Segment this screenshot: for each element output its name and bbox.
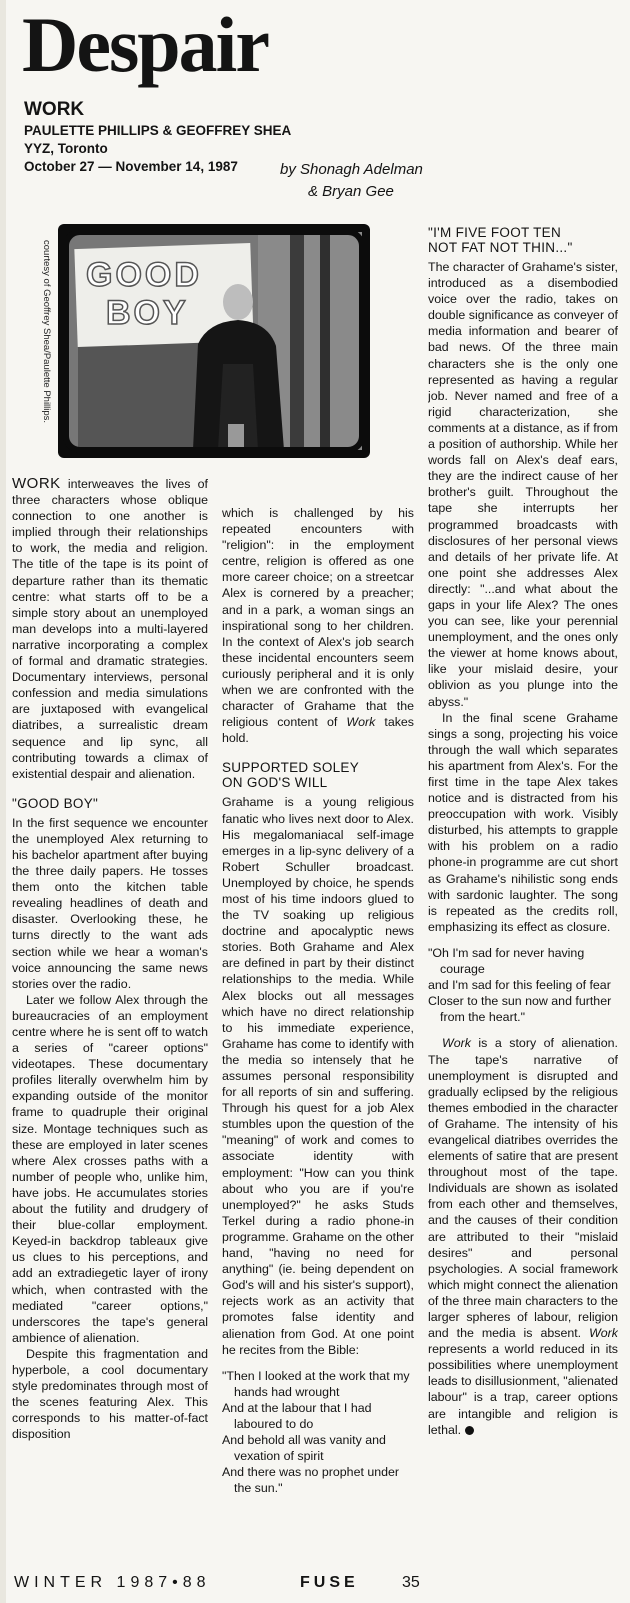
italic-title: Work bbox=[346, 715, 376, 730]
lead-word: WORK bbox=[12, 476, 61, 492]
byline-line-2: & Bryan Gee bbox=[308, 183, 394, 200]
exhibition-dates: October 27 — November 14, 1987 bbox=[24, 159, 238, 174]
quote-line: And behold all was vanity and vexation of spirit bbox=[222, 1433, 386, 1464]
paragraph bbox=[222, 505, 414, 746]
paragraph-text: represents a world reduced in its possibilities where unemployment leads to disillusionment, "alienated labour" is a trap, career options are intangible and religion is lethal. bbox=[428, 1342, 618, 1437]
sign-text-2: BOY bbox=[106, 294, 189, 332]
subheading-line: SUPPORTED SOLEY bbox=[222, 760, 360, 776]
paragraph-text: is a story of alienation. The tape's narrative of unemployment is disrupted and gradually eclipsed by the religious themes embodied in the character of Grahame. The intensity of his evangelical diatribes overrides the elements of satire that are present throughout most of the tape. Individuals are shown as isolated from each other and themselves, and the causes of their condition are attributed to their "mislaid desires" and personal psychologies. A social framework which might connect the alienation of the three main characters to the larger spheres of labour, religion and the media is absent. bbox=[428, 1036, 618, 1341]
video-still-photo bbox=[58, 224, 370, 458]
paragraph: The character of Grahame's sister, introduced as a disembodied voice over the radio, takes on double significance as conveyer of media information and bearer of bad news. Of the three main characters she is the only one represented as having a regular job. Never named and free of a rigid characterization, she comments at a distance, as if from a position of authorship. While her words fall on Alex's deaf ears, they are the indirect cause of her brother's guilt. Throughout the tape she interrupts her programmed broadcasts with disclosures of her personal views and details of her private life. At one point she addresses Alex directly: "...and what about the gaps in your life Alex? The ones you can see, like your perennial unemployment, and the ones only the viewer at home knows about, like your mislaid desire, your oblivion as you plunge into the abyss." bbox=[428, 260, 618, 709]
italic-title: Work bbox=[442, 1036, 471, 1051]
column-2 bbox=[222, 505, 414, 1555]
quote-line: "Then I looked at the work that my hands had wrought bbox=[222, 1368, 410, 1399]
italic-title: Work bbox=[589, 1326, 618, 1341]
song-quote bbox=[428, 945, 618, 1025]
paragraph-text: takes hold. bbox=[222, 715, 414, 746]
page-number: 35 bbox=[402, 1574, 420, 1591]
quote-line: And at the labour that I had laboured to do bbox=[222, 1400, 372, 1431]
photo-illustration bbox=[58, 224, 370, 458]
quote-line: And there was no prophet under the sun." bbox=[222, 1465, 400, 1496]
bible-quote bbox=[222, 1368, 414, 1497]
column-1 bbox=[12, 476, 208, 1556]
paragraph: In the final scene Grahame sings a song, projecting his voice through the wall which separates his apartment from Alex's. For the first time in the tape Alex takes notice and is distracted from his preoccupation with work. Visibly disturbed, his attempts to grapple with his problem on a radio phone-in programme are cut short as Grahame's nihilistic song ends with sardonic laughter. The song is repeated as the credits roll, emphasizing its effect as closure. bbox=[428, 710, 618, 934]
subheading-good-boy: "GOOD BOY" bbox=[12, 795, 99, 811]
paragraph: Later we follow Alex through the bureaucracies of an employment centre where he is sent off to watch a series of "career options" videotapes. These documentary profiles literally overwhelm him by expanding outside of the monitor frame to quadruple their original size. Montage techniques such as these are employed in later scenes where Alex crosses paths with a number of people who, unlike him, have jobs. He accumulates stories about the futility and drudgery of their blue-collar employment. Keyed-in backdrop tableaux give us clues to his perceptions, and add an extradiegetic layer of irony which, when contrasted with the mediated "career options," underscores the tape's general ambience of alienation. bbox=[12, 992, 208, 1345]
show-title: WORK bbox=[24, 99, 85, 120]
paragraph bbox=[428, 1035, 618, 1437]
subheading-five-foot-ten bbox=[428, 225, 618, 255]
quote-line: and I'm sad for this feeling of fear bbox=[428, 978, 611, 993]
quote-line: Closer to the sun now and further from the heart." bbox=[428, 994, 612, 1025]
photo-credit-text: courtesy of Geoffrey Shea/Paulette Phillips. bbox=[41, 240, 52, 424]
column-3 bbox=[428, 225, 618, 1555]
magazine-name: FUSE bbox=[300, 1574, 359, 1591]
subheading-line: ON GOD'S WILL bbox=[222, 775, 328, 791]
paragraph-text: which is challenged by his repeated encounters with "religion": in the employment centre, religion is offered as one more career choice; on a streetcar Alex is cornered by a preacher; and in a park, a woman sings an inspirational song to her children. In the context of Alex's job search these incidental encounters seem curiously peripheral and it is only when we are confronted with the character of Grahame that the religious content of bbox=[222, 506, 414, 730]
byline-line-1: by Shonagh Adelman bbox=[280, 161, 423, 178]
paragraph bbox=[12, 476, 208, 782]
issue-label: WINTER 1987•88 bbox=[14, 1574, 211, 1591]
paragraph: Grahame is a young religious fanatic who lives next door to Alex. His megalomaniacal self-image emerges in a lip-sync delivery of a Robert Schuller broadcast. Unemployed by choice, he spends most of his time indoors glued to the TV soaking up religious doctrine and apocalyptic news stories. Both Grahame and Alex are defined in part by their distinct relationships to the media. While Alex blocks out all messages which have no direct relationship to his immediate experience, Grahame has come to identify with the media so intensely that he assumes personal responsibility for all reports of sin and suffering. Through his quest for a job Alex stumbles upon the question of the "meaning" of work and comes to associate identity with employment: "How can you think about who you are if you're unemployed?" he asks Studs Terkel during a radio phone-in programme. Grahame on the other hand, "having no need for anything" (ie. being dependent on God's will and his sister's support), rejects work as an activity that promotes false identity and alienation from God. At one point he recites from the Bible: bbox=[222, 795, 414, 1357]
paragraph: Despite this fragmentation and hyperbole, a cool documentary style predominates through most of the scenes featuring Alex. This corresponds to his matter-of-fact disposition bbox=[12, 1346, 208, 1442]
subheading-gods-will bbox=[222, 760, 414, 790]
subheading-line: "I'M FIVE FOOT TEN bbox=[428, 225, 562, 240]
subheading-line: NOT FAT NOT THIN..." bbox=[428, 240, 573, 255]
paragraph: In the first sequence we encounter the unemployed Alex returning to his bachelor apartment after buying the three daily papers. He tosses them onto the kitchen table revealing headlines of death and disaster. Overlooking these, he turns directly to the want ads section while we hear a woman's voice announcing the same news stories over the radio. bbox=[12, 815, 208, 991]
venue: YYZ, Toronto bbox=[24, 141, 108, 156]
paragraph-text: interweaves the lives of three characters whose oblique connection to one another is implied through their relationships to work, the media and religion. The title of the tape is its point of departure rather than its thematic centre: what starts off to be a simple story about an unemployed man develops into a multi-layered narrative incorporating a complex of formal and dramatic strategies. Documentary interviews, personal confession and media simulations are juxtaposed with evangelical diatribes, a surrealistic dream sequence and lip sync, all contributing towards a climax of existential despair and alienation. bbox=[12, 477, 208, 781]
photo-credit bbox=[36, 240, 52, 445]
artists: PAULETTE PHILLIPS & GEOFFREY SHEA bbox=[24, 123, 292, 138]
quote-line: "Oh I'm sad for never having courage bbox=[428, 945, 585, 977]
sign-text-1: GOOD bbox=[86, 256, 202, 294]
page-edge bbox=[0, 0, 6, 1603]
end-mark-icon bbox=[465, 1426, 474, 1435]
article-title: Despair bbox=[22, 1, 268, 88]
